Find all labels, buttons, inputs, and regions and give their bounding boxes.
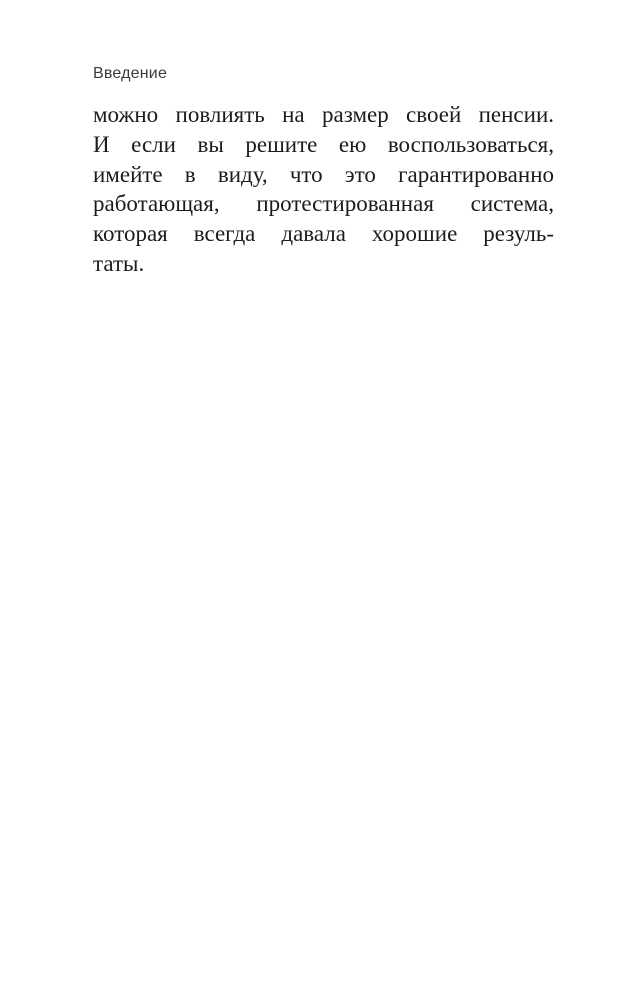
- paragraph-line: таты.: [93, 250, 145, 276]
- running-header: Введение: [93, 65, 168, 82]
- paragraph-line: работающая, протестированная система,: [93, 191, 554, 217]
- paragraph-line: которая всегда давала хорошие резуль-: [93, 221, 554, 247]
- paragraph-line: имейте в виду, что это гарантированно: [93, 161, 554, 187]
- body-paragraph: [93, 100, 554, 279]
- paragraph-line: И если вы решите ею воспользоваться,: [93, 131, 554, 157]
- paragraph-line: можно повлиять на размер своей пенсии.: [93, 102, 554, 127]
